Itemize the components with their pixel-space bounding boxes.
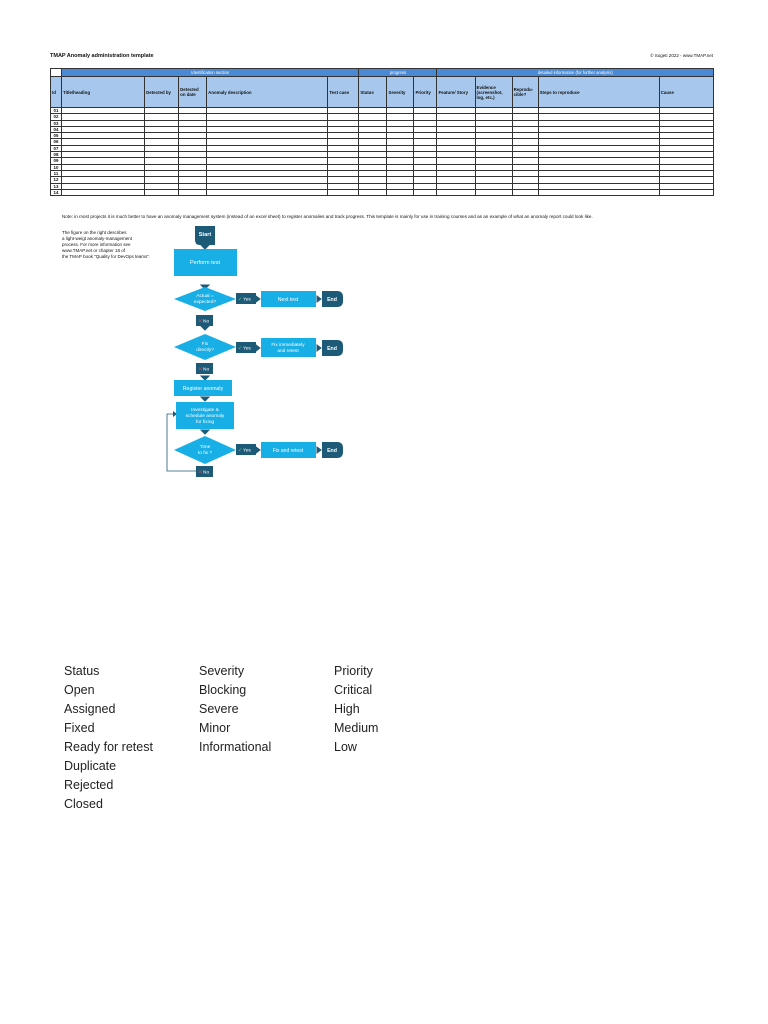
column-header: Test case	[328, 77, 359, 108]
severity-list-item: Minor	[199, 721, 231, 735]
arrowhead	[201, 376, 209, 380]
decision-fix-line2: directly?	[196, 348, 214, 353]
yes-label-1: Yes	[243, 297, 251, 303]
column-header: Evidence (screenshot, log, etc.)	[475, 77, 512, 108]
severity-list-item: Severe	[199, 702, 239, 716]
page-title: TMAP Anomaly administration template	[50, 53, 154, 59]
decision-time-line1: Time	[199, 445, 211, 450]
row-id: 13	[51, 183, 62, 189]
severity-list-item: Informational	[199, 740, 272, 754]
decision-fix-line1: Fix	[201, 342, 209, 347]
figure-text-line: The figure on the right describes	[62, 230, 127, 235]
row-id: 07	[51, 145, 62, 151]
figure-text-line: a light-weigt anomaly-management	[62, 236, 133, 241]
severity-list-item: Blocking	[199, 683, 247, 697]
decision-fix	[174, 334, 236, 360]
priority-list-heading: Priority	[334, 664, 373, 678]
row-id: 06	[51, 139, 62, 145]
priority-list-item: Medium	[334, 721, 379, 735]
x-icon: ✕	[198, 366, 203, 373]
decision-expected-line2: expected?	[193, 300, 217, 305]
column-header: Id	[51, 77, 62, 108]
progress-section: progress	[359, 69, 437, 77]
check-icon: ✓	[238, 345, 243, 352]
column-header: Detected on date	[179, 77, 207, 108]
column-header: Severity	[387, 77, 414, 108]
row-id: 01	[51, 108, 62, 114]
arrowhead	[201, 397, 209, 401]
column-header: Title/heading	[62, 77, 145, 108]
decision-expected	[174, 287, 236, 311]
identification-section: Identification section	[62, 69, 359, 77]
arrowhead	[201, 326, 209, 330]
row-id: 10	[51, 164, 62, 170]
column-header: Status	[359, 77, 387, 108]
decision-time	[174, 436, 236, 464]
status-list-item: Closed	[64, 797, 103, 811]
status-list-item: Open	[64, 683, 95, 697]
arrowhead	[201, 245, 209, 249]
end-label-1: End	[327, 297, 337, 303]
row-id: 09	[51, 158, 62, 164]
column-header: Detected by	[145, 77, 179, 108]
arrowhead	[317, 345, 321, 351]
row-id: 05	[51, 133, 62, 139]
arrowhead	[201, 430, 209, 434]
column-header: Cause	[659, 77, 713, 108]
detailed-section: detailed information (for further analysis)	[437, 69, 714, 77]
note-text: Note: in most projects it is much better to have an anomaly management system (instead of an excel sheet) to register anomalies and track progress. This template is mainly for use in training courses and as an example of what an anomaly report could look like.	[62, 214, 593, 219]
row-id: 14	[51, 189, 62, 195]
no-label-1: No	[203, 319, 210, 325]
column-header: Reprodu-cible?	[512, 77, 538, 108]
perform-test-label: Perform test	[190, 260, 220, 266]
arrowhead	[256, 447, 260, 453]
column-header: Priority	[414, 77, 437, 108]
yes-label-2: Yes	[243, 346, 251, 352]
row-id: 02	[51, 114, 62, 120]
arrowhead	[256, 345, 260, 351]
no-label-3: No	[203, 470, 210, 476]
row-id: 08	[51, 152, 62, 158]
status-list-heading: Status	[64, 664, 100, 678]
no-label-2: No	[203, 367, 210, 373]
x-icon: ✕	[198, 318, 203, 325]
column-header: Steps to reproduce	[538, 77, 659, 108]
fix-immediately-line2: and retest	[277, 349, 299, 354]
row-id: 03	[51, 120, 62, 126]
figure-text-line: the TMAP book "Quality for DevOps teams".	[62, 254, 151, 259]
end-label-3: End	[327, 448, 337, 454]
priority-list-item: Low	[334, 740, 357, 754]
next-test-label: Next test	[277, 297, 299, 303]
investigate-line2: schedule anomaly	[185, 414, 225, 419]
status-list-item: Duplicate	[64, 759, 117, 773]
arrowhead	[256, 296, 260, 302]
severity-list	[199, 662, 271, 757]
decision-time-line2: to fix ?	[197, 451, 213, 456]
copyright: © Sogeti 2022 - www.TMAP.net	[650, 53, 713, 58]
status-list-item: Fixed	[64, 721, 95, 735]
row-id: 04	[51, 126, 62, 132]
fix-immediately-line1: Fix immediately	[271, 343, 305, 348]
investigate-line1: Investigate &	[191, 408, 219, 413]
arrowhead	[317, 296, 321, 302]
row-id: 12	[51, 177, 62, 183]
column-header: Anomaly description	[207, 77, 328, 108]
register-anomaly-label: Register anomaly	[182, 386, 224, 392]
priority-list-item: Critical	[334, 683, 373, 697]
status-list-item: Assigned	[64, 702, 116, 716]
row-id: 11	[51, 170, 62, 176]
status-list	[64, 662, 153, 814]
priority-list-item: High	[334, 702, 360, 716]
priority-list	[334, 662, 378, 757]
figure-text-line: process. For more information see	[62, 242, 131, 247]
status-list-item: Rejected	[64, 778, 114, 792]
investigate-line3: for fixing	[195, 420, 215, 425]
severity-list-heading: Severity	[199, 664, 245, 678]
figure-text-line: www.TMAP.net or chapter 18 of	[62, 248, 125, 253]
end-label-2: End	[327, 346, 337, 352]
arrowhead	[317, 447, 321, 453]
check-icon: ✓	[238, 447, 243, 454]
start-label: Start	[198, 232, 212, 238]
status-list-item: Ready for retest	[64, 740, 153, 754]
x-icon: ✕	[198, 469, 203, 476]
column-header: Feature/ Story	[437, 77, 475, 108]
check-icon: ✓	[238, 296, 243, 303]
fix-retest-label: Fix and retest	[272, 448, 304, 454]
yes-label-3: Yes	[243, 448, 251, 454]
decision-expected-line1: Actual =	[196, 294, 214, 299]
